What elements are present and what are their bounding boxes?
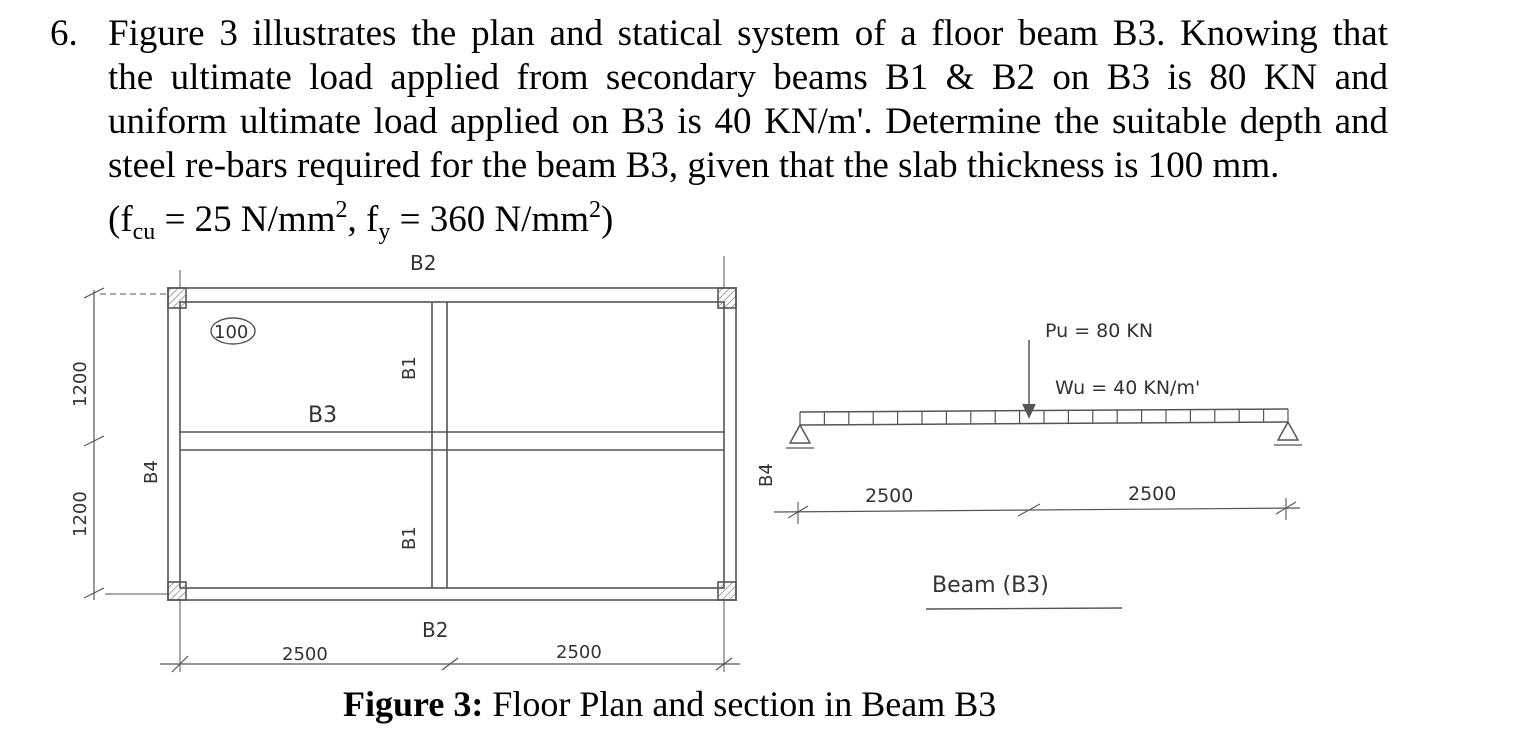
- beam-title-label: Beam (B3): [932, 573, 1049, 598]
- plan-label-b3: B3: [308, 403, 338, 428]
- plan-slab-thickness-tag: 100: [214, 322, 249, 343]
- plan-dim-left-lower: 1200: [70, 491, 91, 537]
- beam-span-right-label: 2500: [1128, 483, 1177, 505]
- beam-label-b4: B4: [756, 463, 777, 487]
- fcu-subscript: cu: [132, 219, 156, 245]
- figure-caption-label: Figure 3:: [343, 684, 484, 724]
- beam-uniform-load-label: Wu = 40 KN/m': [1055, 377, 1201, 399]
- column-bottom-right: [718, 582, 736, 600]
- plan-label-b1-upper: B1: [399, 356, 420, 380]
- question-line-2: the ultimate load applied from secondary beams B1 & B2 on B3 is 80 KN and: [108, 57, 1388, 98]
- figure-caption-text: Floor Plan and section in Beam B3: [483, 684, 997, 724]
- plan-outer-frame: [168, 288, 736, 600]
- plan-label-b4: B4: [141, 460, 162, 484]
- plan-dim-left-upper: 1200: [70, 361, 91, 407]
- plan-dim-bottom-left: 2500: [282, 644, 328, 665]
- column-bottom-left: [168, 582, 186, 600]
- plan-label-b2-bottom: B2: [422, 618, 449, 642]
- column-top-left: [168, 288, 186, 308]
- figure-3: [50, 232, 1330, 682]
- beam-point-load-label: Pu = 80 KN: [1045, 320, 1154, 342]
- material-parameters: ($f_{cu} = 25$ $N/mm^2$, $f_y = 360$ $N/mm^2$): [108, 197, 614, 245]
- fy-unit-square: 2: [589, 197, 602, 223]
- question-line-3: uniform ultimate load applied on B3 is 40 KN/m'. Determine the suitable depth and: [108, 101, 1388, 142]
- beam-section: [774, 340, 1302, 609]
- plan-dim-bottom-right: 2500: [556, 642, 602, 663]
- fy-subscript: y: [378, 219, 391, 245]
- column-top-right: [718, 288, 736, 308]
- question-line-4: steel re-bars required for the beam B3, given that the slab thickness is 100 mm.: [108, 145, 1280, 186]
- beam-title-underline: [926, 608, 1122, 609]
- right-pin-support: [1278, 422, 1298, 440]
- beam-span-dimension-line: [774, 508, 1300, 512]
- beam-span-left-label: 2500: [865, 485, 914, 507]
- beam-section-labels: [756, 320, 1200, 598]
- floor-plan: [84, 256, 740, 672]
- plan-labels: [70, 251, 602, 665]
- fcu-unit-square: 2: [335, 197, 348, 223]
- plan-label-b1-lower: B1: [399, 526, 420, 550]
- left-pin-support: [790, 425, 810, 443]
- figure-caption: [343, 682, 996, 726]
- question-line-1: Figure 3 illustrates the plan and statical system of a floor beam B3. Knowing that: [108, 13, 1388, 54]
- question-number: 6.: [50, 13, 78, 54]
- plan-inner-frame: [180, 302, 724, 588]
- question-text: [108, 12, 1388, 254]
- plan-label-b2-top: B2: [410, 251, 437, 275]
